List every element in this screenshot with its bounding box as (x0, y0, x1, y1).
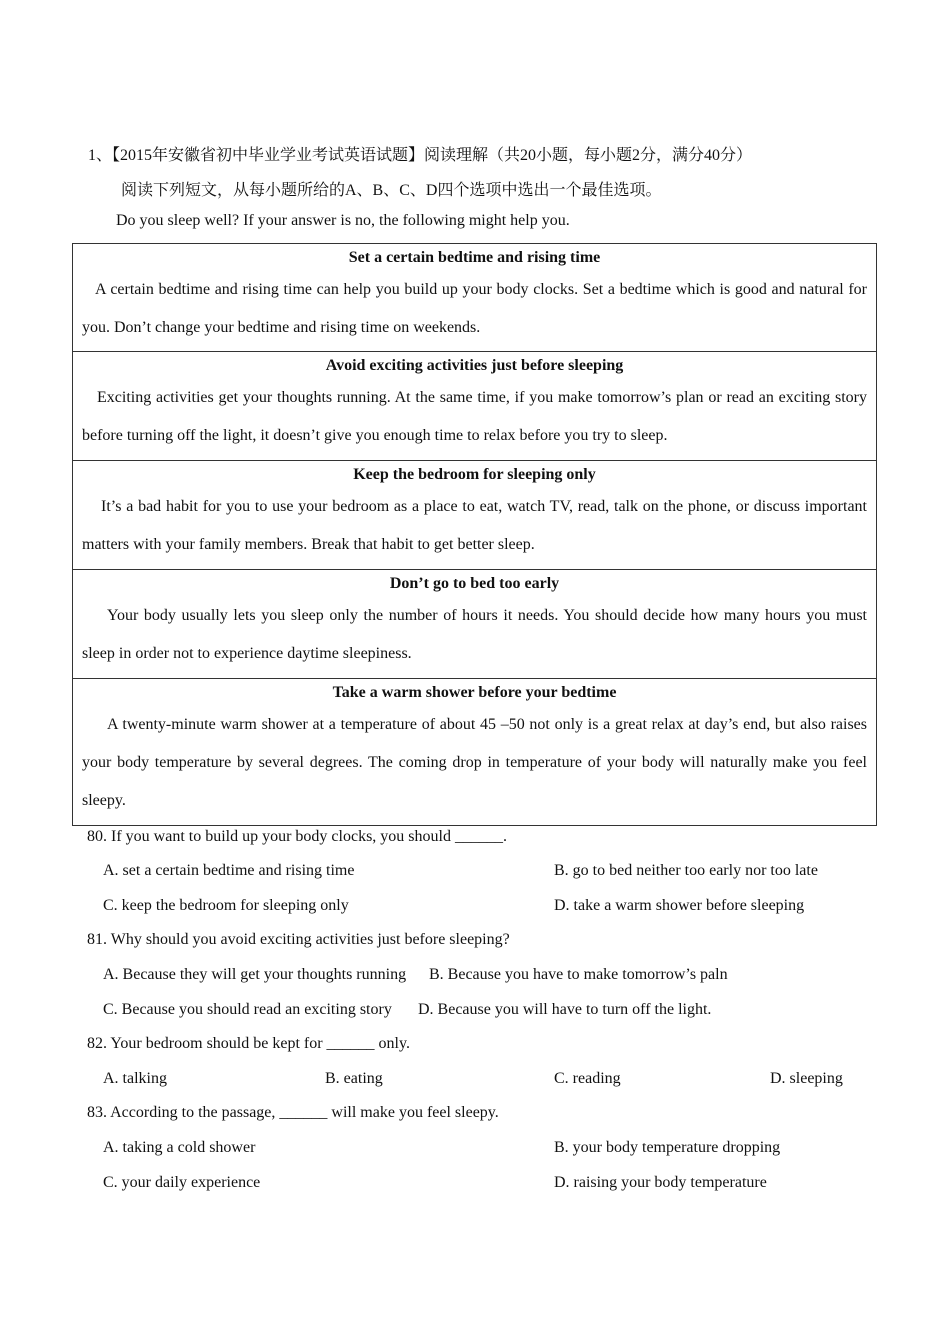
section-body: It’s a bad habit for you to use your bedroom as a place to eat, watch TV, read, talk on the phone, or discuss important matters with your family members. Break that habit to get better sleep. (82, 498, 867, 553)
section-bedtime (73, 244, 876, 351)
section-warm-shower (73, 678, 876, 825)
section-title: Take a warm shower before your bedtime (332, 684, 617, 701)
section-body: A twenty-minute warm shower at a temperature of about 45 –50 not only is a great relax at day’s end, but also raises your body temperature by several degrees. The coming drop in temperature of your body will naturally make you feel sleepy. (82, 716, 867, 809)
section-title: Set a certain bedtime and rising time (348, 249, 601, 266)
option-80-a: A. set a certain bedtime and rising time (103, 862, 355, 879)
question-82: 82. Your bedroom should be kept for ______ only. (87, 1035, 410, 1052)
question-80: 80. If you want to build up your body clocks, you should ______. (87, 828, 507, 845)
section-body: A certain bedtime and rising time can help you build up your body clocks. Set a bedtime which is good and natural for you. Don’t change your bedtime and rising time on weekends. (82, 281, 867, 336)
question-81: 81. Why should you avoid exciting activities just before sleeping? (87, 931, 510, 948)
section-body: Your body usually lets you sleep only the number of hours it needs. You should decide how many hours you must sleep in order not to experience daytime sleepiness. (82, 607, 867, 662)
option-81-c: C. Because you should read an exciting story (103, 1001, 392, 1018)
passage-table (72, 243, 877, 826)
exam-heading: 1、【2015年安徽省初中毕业学业考试英语试题】阅读理解（共20小题，每小题2分，满分40分） (88, 147, 753, 164)
section-bedroom (73, 460, 876, 569)
instructions: 阅读下列短文，从每小题所给的A、B、C、D四个选项中选出一个最佳选项。 (121, 182, 662, 199)
option-80-b: B. go to bed neither too early nor too late (554, 862, 818, 879)
option-83-b: B. your body temperature dropping (554, 1139, 781, 1156)
option-80-d: D. take a warm shower before sleeping (554, 897, 805, 914)
option-82-b: B. eating (325, 1070, 383, 1087)
section-title: Don’t go to bed too early (389, 575, 560, 592)
option-80-c: C. keep the bedroom for sleeping only (103, 897, 349, 914)
section-title: Avoid exciting activities just before sleeping (325, 357, 624, 374)
option-83-c: C. your daily experience (103, 1174, 261, 1191)
option-82-c: C. reading (554, 1070, 621, 1087)
option-81-b: B. Because you have to make tomorrow’s paln (429, 966, 728, 983)
option-82-d: D. sleeping (770, 1070, 843, 1087)
option-82-a: A. talking (103, 1070, 167, 1087)
section-exciting-activities (73, 351, 876, 460)
section-body: Exciting activities get your thoughts running. At the same time, if you make tomorrow’s plan or read an exciting story before turning off the light, it doesn’t give you enough time to relax before you try to sleep. (82, 389, 867, 444)
option-81-d: D. Because you will have to turn off the light. (418, 1001, 712, 1018)
section-too-early (73, 569, 876, 678)
question-83: 83. According to the passage, ______ will make you feel sleepy. (87, 1104, 499, 1121)
option-81-a: A. Because they will get your thoughts running (103, 966, 407, 983)
section-title: Keep the bedroom for sleeping only (353, 466, 596, 483)
option-83-a: A. taking a cold shower (103, 1139, 256, 1156)
passage-intro: Do you sleep well? If your answer is no, the following might help you. (116, 212, 570, 229)
option-83-d: D. raising your body temperature (554, 1174, 767, 1191)
